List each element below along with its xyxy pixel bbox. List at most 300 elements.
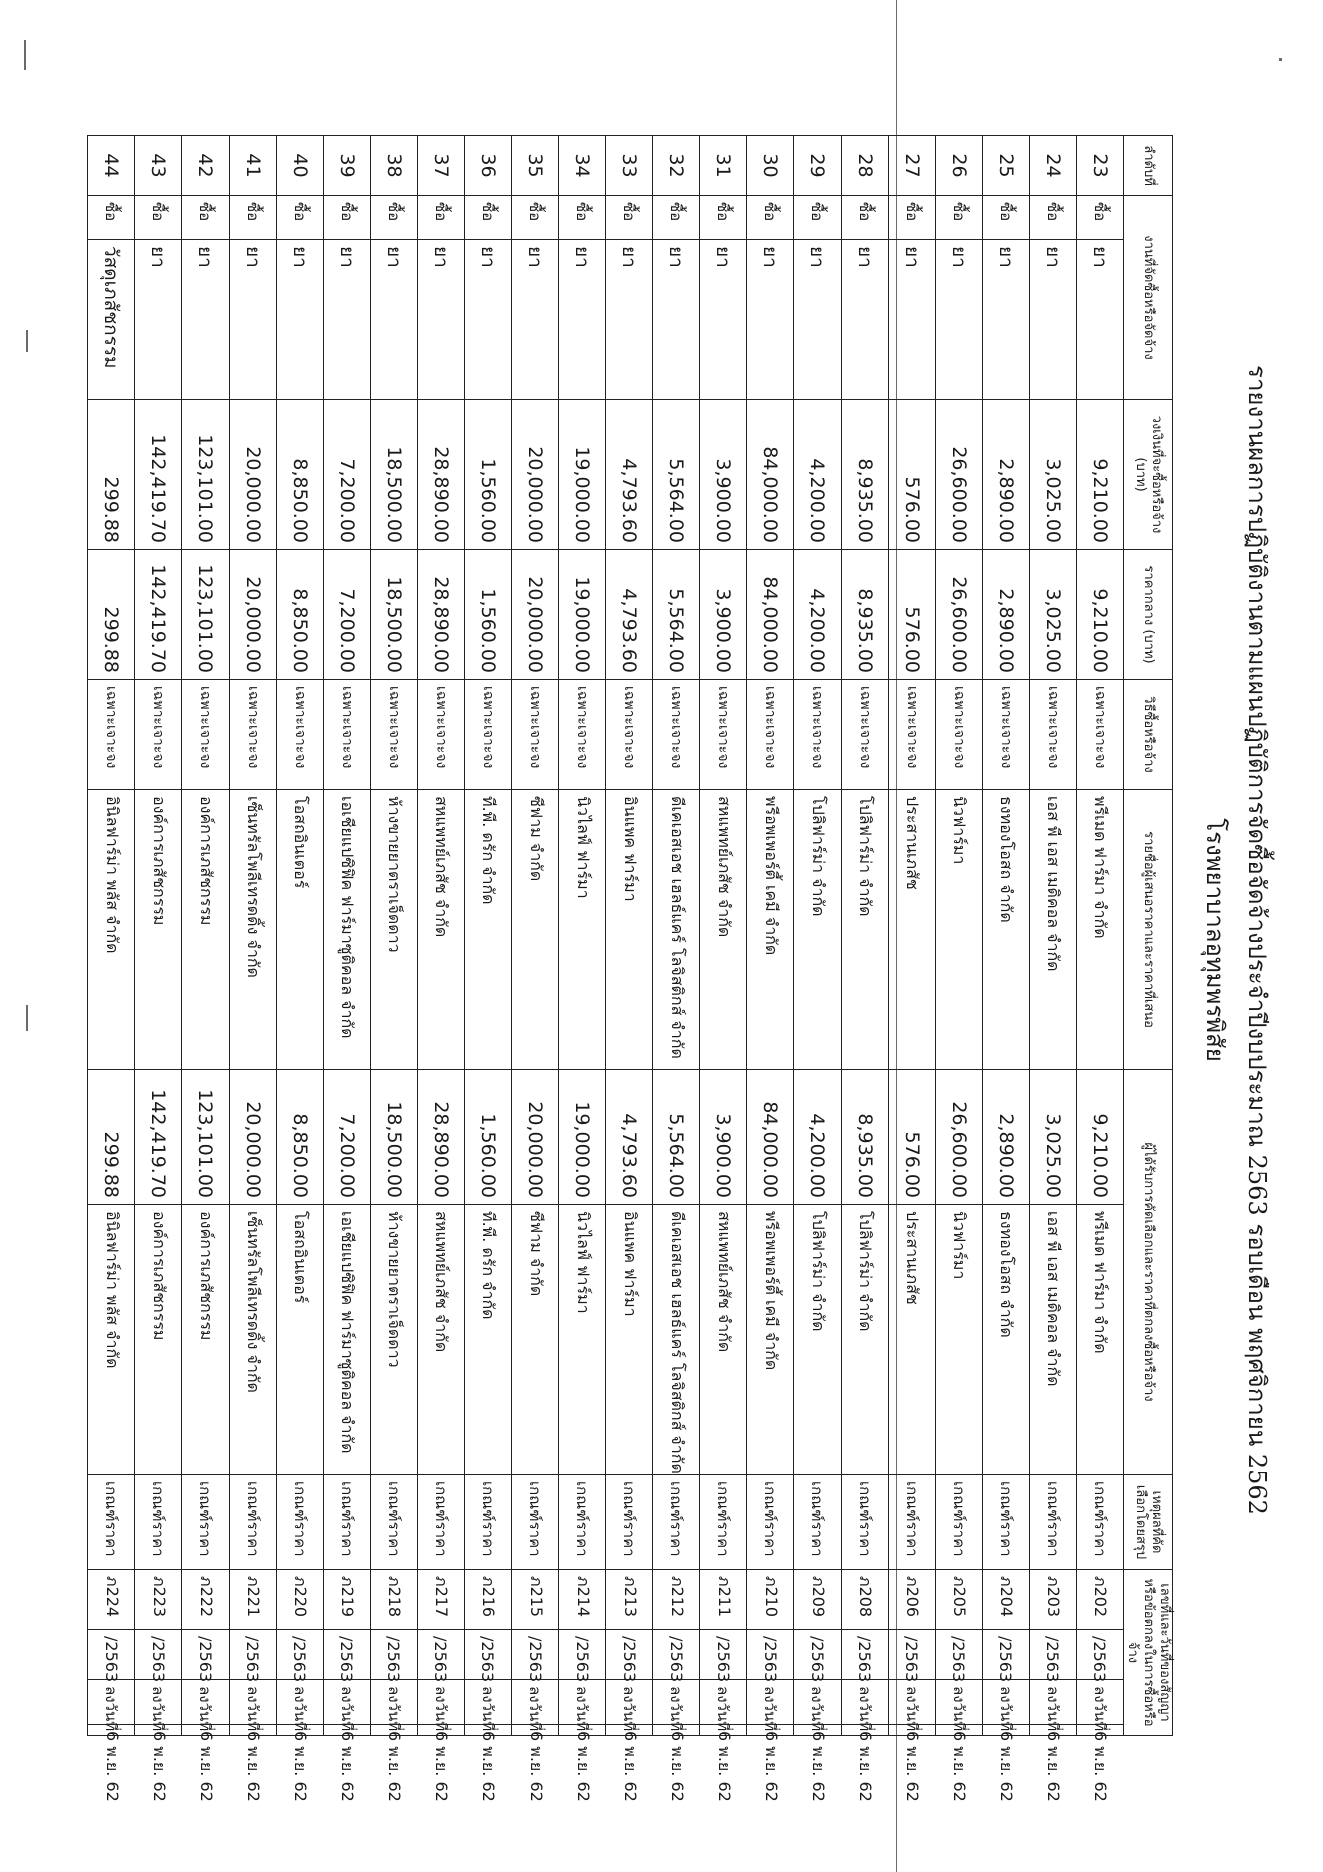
table-row (606, 136, 653, 1736)
selection-reason: เกณฑ์ราคา (464, 1475, 511, 1570)
row-number: 34 (559, 136, 606, 196)
selection-reason: เกณฑ์ราคา (841, 1475, 888, 1570)
procure-method: เฉพาะเจาะจง (559, 680, 606, 790)
header-median: ราคากลาง (บาท) (1124, 550, 1173, 680)
table-row (653, 136, 700, 1736)
item-name: ยา (888, 240, 935, 400)
selection-reason: เกณฑ์ราคา (606, 1475, 653, 1570)
contract-year: /2563 (1076, 1630, 1123, 1680)
selection-reason: เกณฑ์ราคา (1076, 1475, 1123, 1570)
procure-type: ซื้อ (182, 196, 229, 240)
procure-type: ซื้อ (747, 196, 794, 240)
median-price: 2,890.00 (982, 550, 1029, 680)
contract-date-label: ลงวันที่ (559, 1680, 606, 1725)
budget-amount: 8,850.00 (276, 400, 323, 550)
selection-reason: เกณฑ์ราคา (135, 1475, 182, 1570)
selection-reason: เกณฑ์ราคา (276, 1475, 323, 1570)
winner-name: ห้างขายยาตราเจ็ดดาว (370, 1205, 417, 1475)
bid-price: 18,500.00 (370, 1070, 417, 1205)
median-price: 18,500.00 (370, 550, 417, 680)
row-number: 28 (841, 136, 888, 196)
selection-reason: เกณฑ์ราคา (559, 1475, 606, 1570)
procure-type: ซื้อ (1029, 196, 1076, 240)
table-row (935, 136, 982, 1736)
procure-method: เฉพาะเจาะจง (511, 680, 558, 790)
contract-date: 6 พ.ย. 62 (606, 1725, 653, 1736)
contract-date: 6 พ.ย. 62 (464, 1725, 511, 1736)
procure-type: ซื้อ (370, 196, 417, 240)
budget-amount: 3,900.00 (700, 400, 747, 550)
item-name: ยา (464, 240, 511, 400)
selection-reason: เกณฑ์ราคา (935, 1475, 982, 1570)
procure-type: ซื้อ (841, 196, 888, 240)
contract-number: ภ209 (794, 1570, 841, 1630)
bid-price: 84,000.00 (747, 1070, 794, 1205)
contract-year: /2563 (653, 1630, 700, 1680)
bid-price: 3,025.00 (1029, 1070, 1076, 1205)
bidder-name: สหแพทย์เภสัช จำกัด (417, 790, 464, 1070)
contract-number: ภ211 (700, 1570, 747, 1630)
contract-year: /2563 (606, 1630, 653, 1680)
table-row (888, 136, 935, 1736)
median-price: 7,200.00 (323, 550, 370, 680)
winner-name: นิวไลฟ์ ฟาร์มา (559, 1205, 606, 1475)
median-price: 8,850.00 (276, 550, 323, 680)
contract-year: /2563 (841, 1630, 888, 1680)
contract-date-label: ลงวันที่ (182, 1680, 229, 1725)
bidder-name: นิวฟาร์มา (935, 790, 982, 1070)
contract-date-label: ลงวันที่ (229, 1680, 276, 1725)
contract-number: ภ222 (182, 1570, 229, 1630)
budget-amount: 19,000.00 (559, 400, 606, 550)
table-row (841, 136, 888, 1736)
row-number: 27 (888, 136, 935, 196)
contract-date-label: ลงวันที่ (276, 1680, 323, 1725)
table-row (182, 136, 229, 1736)
contract-number: ภ203 (1029, 1570, 1076, 1630)
procure-type: ซื้อ (1076, 196, 1123, 240)
winner-name: ที.พี. ดรัก จำกัด (464, 1205, 511, 1475)
selection-reason: เกณฑ์ราคา (982, 1475, 1029, 1570)
bid-price: 299.88 (88, 1070, 135, 1205)
contract-date-label: ลงวันที่ (888, 1680, 935, 1725)
contract-date-label: ลงวันที่ (135, 1680, 182, 1725)
contract-number: ภ212 (653, 1570, 700, 1630)
bid-price: 123,101.00 (182, 1070, 229, 1205)
bidder-name: โปลิฟาร์ม่า จำกัด (794, 790, 841, 1070)
contract-date: 6 พ.ย. 62 (135, 1725, 182, 1736)
contract-date: 6 พ.ย. 62 (417, 1725, 464, 1736)
budget-amount: 84,000.00 (747, 400, 794, 550)
contract-number: ภ213 (606, 1570, 653, 1630)
procure-method: เฉพาะเจาะจง (653, 680, 700, 790)
procure-type: ซื้อ (794, 196, 841, 240)
table-row (700, 136, 747, 1736)
winner-name: อินิลฟาร์ม่า พลัส จำกัด (88, 1205, 135, 1475)
contract-date: 6 พ.ย. 62 (841, 1725, 888, 1736)
budget-amount: 8,935.00 (841, 400, 888, 550)
contract-date-label: ลงวันที่ (323, 1680, 370, 1725)
contract-date-label: ลงวันที่ (606, 1680, 653, 1725)
contract-date-label: ลงวันที่ (935, 1680, 982, 1725)
item-name: ยา (559, 240, 606, 400)
item-name: ยา (323, 240, 370, 400)
contract-number: ภ214 (559, 1570, 606, 1630)
contract-year: /2563 (88, 1630, 135, 1680)
median-price: 9,210.00 (1076, 550, 1123, 680)
table-row (559, 136, 606, 1736)
contract-year: /2563 (935, 1630, 982, 1680)
median-price: 28,890.00 (417, 550, 464, 680)
contract-date-label: ลงวันที่ (982, 1680, 1029, 1725)
table-row (464, 136, 511, 1736)
budget-amount: 576.00 (888, 400, 935, 550)
procure-method: เฉพาะเจาะจง (229, 680, 276, 790)
selection-reason: เกณฑ์ราคา (511, 1475, 558, 1570)
selection-reason: เกณฑ์ราคา (794, 1475, 841, 1570)
budget-amount: 28,890.00 (417, 400, 464, 550)
budget-amount: 123,101.00 (182, 400, 229, 550)
median-price: 576.00 (888, 550, 935, 680)
contract-date: 6 พ.ย. 62 (888, 1725, 935, 1736)
budget-amount: 4,793.60 (606, 400, 653, 550)
winner-name: เอเชียแปซิฟิค ฟาร์มาซูติคอล จำกัด (323, 1205, 370, 1475)
bid-price: 26,600.00 (935, 1070, 982, 1205)
bidder-name: ประสานเภสัช (888, 790, 935, 1070)
bidder-name: นิวไลฟ์ ฟาร์มา (559, 790, 606, 1070)
selection-reason: เกณฑ์ราคา (417, 1475, 464, 1570)
bid-price: 9,210.00 (1076, 1070, 1123, 1205)
procure-method: เฉพาะเจาะจง (935, 680, 982, 790)
contract-number: ภ206 (888, 1570, 935, 1630)
winner-name: เซ็นทรัลโพลีเทรดดิ้ง จำกัด (229, 1205, 276, 1475)
bid-price: 8,850.00 (276, 1070, 323, 1205)
budget-amount: 20,000.00 (511, 400, 558, 550)
bid-price: 4,200.00 (794, 1070, 841, 1205)
median-price: 123,101.00 (182, 550, 229, 680)
winner-name: ดีเคเอสเอช เฮลธ์แคร์ โลจิสติกส์ จำกัด (653, 1205, 700, 1475)
table-row (323, 136, 370, 1736)
bidder-name: ห้างขายยาตราเจ็ดดาว (370, 790, 417, 1070)
selection-reason: เกณฑ์ราคา (700, 1475, 747, 1570)
table-row (1029, 136, 1076, 1736)
bid-price: 3,900.00 (700, 1070, 747, 1205)
winner-name: เอส พี เอส เมดิคอล จำกัด (1029, 1205, 1076, 1475)
item-name: ยา (182, 240, 229, 400)
item-name: ยา (700, 240, 747, 400)
row-number: 30 (747, 136, 794, 196)
contract-number: ภ205 (935, 1570, 982, 1630)
selection-reason: เกณฑ์ราคา (888, 1475, 935, 1570)
bid-price: 576.00 (888, 1070, 935, 1205)
row-number: 41 (229, 136, 276, 196)
procure-type: ซื้อ (229, 196, 276, 240)
winner-name: สหแพทย์เภสัช จำกัด (700, 1205, 747, 1475)
contract-number: ภ208 (841, 1570, 888, 1630)
procure-type: ซื้อ (464, 196, 511, 240)
contract-date-label: ลงวันที่ (511, 1680, 558, 1725)
bidder-name: ดีเคเอสเอช เฮลธ์แคร์ โลจิสติกส์ จำกัด (653, 790, 700, 1070)
procure-type: ซื้อ (559, 196, 606, 240)
median-price: 1,560.00 (464, 550, 511, 680)
contract-number: ภ216 (464, 1570, 511, 1630)
row-number: 42 (182, 136, 229, 196)
header-method: วิธีซื้อหรือจ้าง (1124, 680, 1173, 790)
bidder-name: โอสถอินเตอร์ (276, 790, 323, 1070)
procure-method: เฉพาะเจาะจง (888, 680, 935, 790)
winner-name: ซีฟาม จำกัด (511, 1205, 558, 1475)
winner-name: นิวฟาร์มา (935, 1205, 982, 1475)
procure-method: เฉพาะเจาะจง (370, 680, 417, 790)
procure-type: ซื้อ (935, 196, 982, 240)
bid-price: 28,890.00 (417, 1070, 464, 1205)
row-number: 29 (794, 136, 841, 196)
item-name: ยา (370, 240, 417, 400)
procure-type: ซื้อ (511, 196, 558, 240)
median-price: 8,935.00 (841, 550, 888, 680)
median-price: 84,000.00 (747, 550, 794, 680)
row-number: 40 (276, 136, 323, 196)
contract-date: 6 พ.ย. 62 (794, 1725, 841, 1736)
bidder-name: ที.พี. ดรัก จำกัด (464, 790, 511, 1070)
bidder-name: เซ็นทรัลโพลีเทรดดิ้ง จำกัด (229, 790, 276, 1070)
bid-price: 19,000.00 (559, 1070, 606, 1205)
contract-number: ภ215 (511, 1570, 558, 1630)
budget-amount: 5,564.00 (653, 400, 700, 550)
contract-year: /2563 (417, 1630, 464, 1680)
contract-date-label: ลงวันที่ (417, 1680, 464, 1725)
contract-date-label: ลงวันที่ (88, 1680, 135, 1725)
contract-date-label: ลงวันที่ (747, 1680, 794, 1725)
contract-date: 6 พ.ย. 62 (511, 1725, 558, 1736)
bidder-name: องค์การเภสัชกรรม (182, 790, 229, 1070)
contract-date: 6 พ.ย. 62 (1029, 1725, 1076, 1736)
winner-name: ประสานเภสัช (888, 1205, 935, 1475)
contract-year: /2563 (1029, 1630, 1076, 1680)
bidder-name: เอเชียแปซิฟิค ฟาร์มาซูติคอล จำกัด (323, 790, 370, 1070)
procure-type: ซื้อ (276, 196, 323, 240)
contract-date: 6 พ.ย. 62 (229, 1725, 276, 1736)
contract-number: ภ223 (135, 1570, 182, 1630)
contract-date-label: ลงวันที่ (653, 1680, 700, 1725)
selection-reason: เกณฑ์ราคา (88, 1475, 135, 1570)
procurement-table (87, 135, 1173, 1802)
bidder-name: เอส พี เอส เมดิคอล จำกัด (1029, 790, 1076, 1070)
row-number: 25 (982, 136, 1029, 196)
table-row (88, 136, 135, 1736)
contract-date-label: ลงวันที่ (464, 1680, 511, 1725)
header-item: งานที่จัดซื้อหรือจัดจ้าง (1124, 196, 1173, 400)
selection-reason: เกณฑ์ราคา (1029, 1475, 1076, 1570)
contract-number: ภ202 (1076, 1570, 1123, 1630)
contract-date: 6 พ.ย. 62 (370, 1725, 417, 1736)
bid-price: 142,419.70 (135, 1070, 182, 1205)
selection-reason: เกณฑ์ราคา (370, 1475, 417, 1570)
header-winner: ผู้ได้รับการคัดเลือกและราคาที่ตกลงซื้อหรือจ้าง (1124, 1070, 1173, 1475)
contract-date: 6 พ.ย. 62 (700, 1725, 747, 1736)
row-number: 43 (135, 136, 182, 196)
contract-year: /2563 (323, 1630, 370, 1680)
procure-type: ซื้อ (88, 196, 135, 240)
contract-date-label: ลงวันที่ (794, 1680, 841, 1725)
winner-name: อินแพค ฟาร์มา (606, 1205, 653, 1475)
budget-amount: 20,000.00 (229, 400, 276, 550)
procure-method: เฉพาะเจาะจง (323, 680, 370, 790)
bid-price: 20,000.00 (511, 1070, 558, 1205)
contract-date: 6 พ.ย. 62 (276, 1725, 323, 1736)
procure-method: เฉพาะเจาะจง (700, 680, 747, 790)
contract-year: /2563 (747, 1630, 794, 1680)
winner-name: สหแพทย์เภสัช จำกัด (417, 1205, 464, 1475)
winner-name: โปลิฟาร์ม่า จำกัด (794, 1205, 841, 1475)
winner-name: องค์การเภสัชกรรม (135, 1205, 182, 1475)
hospital-name: โรงพยาบาลอุทุมพรพิสัย (1201, 818, 1229, 1062)
bidder-name: สหแพทย์เภสัช จำกัด (700, 790, 747, 1070)
header-contract: เลขที่และวันที่ของสัญญาหรือข้อตกลงในการซื้อหรือจ้าง (1124, 1570, 1173, 1736)
row-number: 37 (417, 136, 464, 196)
contract-date: 6 พ.ย. 62 (182, 1725, 229, 1736)
row-number: 36 (464, 136, 511, 196)
procure-method: เฉพาะเจาะจง (135, 680, 182, 790)
bidder-name: พรีอพเพอร์ตี้ เคมี จำกัด (747, 790, 794, 1070)
bidder-name: โปลิฟาร์ม่า จำกัด (841, 790, 888, 1070)
budget-amount: 2,890.00 (982, 400, 1029, 550)
contract-year: /2563 (794, 1630, 841, 1680)
median-price: 19,000.00 (559, 550, 606, 680)
bid-price: 1,560.00 (464, 1070, 511, 1205)
row-number: 33 (606, 136, 653, 196)
contract-number: ภ217 (417, 1570, 464, 1630)
contract-number: ภ224 (88, 1570, 135, 1630)
item-name: ยา (1076, 240, 1123, 400)
contract-date: 6 พ.ย. 62 (323, 1725, 370, 1736)
item-name: ยา (276, 240, 323, 400)
bid-price: 2,890.00 (982, 1070, 1029, 1205)
contract-date: 6 พ.ย. 62 (88, 1725, 135, 1736)
median-price: 4,200.00 (794, 550, 841, 680)
bid-price: 20,000.00 (229, 1070, 276, 1205)
winner-name: องค์การเภสัชกรรม (182, 1205, 229, 1475)
bidder-name: องค์การเภสัชกรรม (135, 790, 182, 1070)
contract-date-label: ลงวันที่ (370, 1680, 417, 1725)
item-name: ยา (229, 240, 276, 400)
contract-number: ภ220 (276, 1570, 323, 1630)
procure-method: เฉพาะเจาะจง (182, 680, 229, 790)
bid-price: 7,200.00 (323, 1070, 370, 1205)
median-price: 26,600.00 (935, 550, 982, 680)
procure-method: เฉพาะเจาะจง (606, 680, 653, 790)
procure-method: เฉพาะเจาะจง (841, 680, 888, 790)
bidder-name: ซีฟาม จำกัด (511, 790, 558, 1070)
procure-method: เฉพาะเจาะจง (1076, 680, 1123, 790)
table-row (1076, 136, 1123, 1736)
median-price: 5,564.00 (653, 550, 700, 680)
winner-name: พรีอพเพอร์ตี้ เคมี จำกัด (747, 1205, 794, 1475)
bidder-name: อินแพค ฟาร์มา (606, 790, 653, 1070)
item-name: ยา (982, 240, 1029, 400)
table-row (747, 136, 794, 1736)
table-row (794, 136, 841, 1736)
bidder-name: ธงทองโอสถ จำกัด (982, 790, 1029, 1070)
selection-reason: เกณฑ์ราคา (323, 1475, 370, 1570)
budget-amount: 299.88 (88, 400, 135, 550)
table-row (982, 136, 1029, 1736)
winner-name: ธงทองโอสถ จำกัด (982, 1205, 1029, 1475)
procure-type: ซื้อ (323, 196, 370, 240)
procure-method: เฉพาะเจาะจง (88, 680, 135, 790)
median-price: 3,900.00 (700, 550, 747, 680)
bidder-name: อินิลฟาร์ม่า พลัส จำกัด (88, 790, 135, 1070)
procure-method: เฉพาะเจาะจง (747, 680, 794, 790)
header-budget: วงเงินที่จะซื้อหรือจ้าง (บาท) (1124, 400, 1173, 550)
row-number: 39 (323, 136, 370, 196)
procure-type: ซื้อ (653, 196, 700, 240)
item-name: ยา (841, 240, 888, 400)
row-number: 26 (935, 136, 982, 196)
contract-date: 6 พ.ย. 62 (935, 1725, 982, 1736)
contract-number: ภ219 (323, 1570, 370, 1630)
budget-amount: 7,200.00 (323, 400, 370, 550)
bidder-name: พรีเมด ฟาร์มา จำกัด (1076, 790, 1123, 1070)
row-number: 23 (1076, 136, 1123, 196)
budget-amount: 9,210.00 (1076, 400, 1123, 550)
median-price: 20,000.00 (229, 550, 276, 680)
median-price: 299.88 (88, 550, 135, 680)
item-name: ยา (794, 240, 841, 400)
report-title: รายงานผลการปฏิบัติงานตามแผนปฏิบัติการจัดซื้อจัดจ้างประจำปีงบประมาณ 2563 รอบเดือน พฤศจิกายน 2562 (1243, 365, 1271, 1515)
procure-type: ซื้อ (888, 196, 935, 240)
contract-year: /2563 (559, 1630, 606, 1680)
budget-amount: 26,600.00 (935, 400, 982, 550)
selection-reason: เกณฑ์ราคา (653, 1475, 700, 1570)
median-price: 4,793.60 (606, 550, 653, 680)
bid-price: 8,935.00 (841, 1070, 888, 1205)
contract-year: /2563 (276, 1630, 323, 1680)
budget-amount: 142,419.70 (135, 400, 182, 550)
contract-year: /2563 (700, 1630, 747, 1680)
item-name: ยา (747, 240, 794, 400)
contract-year: /2563 (511, 1630, 558, 1680)
contract-date: 6 พ.ย. 62 (653, 1725, 700, 1736)
procure-type: ซื้อ (982, 196, 1029, 240)
contract-date: 6 พ.ย. 62 (1076, 1725, 1123, 1736)
row-number: 24 (1029, 136, 1076, 196)
item-name: ยา (653, 240, 700, 400)
contract-date: 6 พ.ย. 62 (559, 1725, 606, 1736)
procure-method: เฉพาะเจาะจง (1029, 680, 1076, 790)
contract-date-label: ลงวันที่ (700, 1680, 747, 1725)
bid-price: 5,564.00 (653, 1070, 700, 1205)
selection-reason: เกณฑ์ราคา (747, 1475, 794, 1570)
median-price: 20,000.00 (511, 550, 558, 680)
table-row (229, 136, 276, 1736)
procure-type: ซื้อ (135, 196, 182, 240)
contract-date-label: ลงวันที่ (1029, 1680, 1076, 1725)
contract-year: /2563 (982, 1630, 1029, 1680)
table-row (417, 136, 464, 1736)
table-row (276, 136, 323, 1736)
contract-number: ภ221 (229, 1570, 276, 1630)
table-row (511, 136, 558, 1736)
contract-number: ภ204 (982, 1570, 1029, 1630)
contract-year: /2563 (464, 1630, 511, 1680)
contract-number: ภ210 (747, 1570, 794, 1630)
contract-year: /2563 (182, 1630, 229, 1680)
contract-date: 6 พ.ย. 62 (747, 1725, 794, 1736)
item-name: ยา (606, 240, 653, 400)
item-name: ยา (417, 240, 464, 400)
procure-type: ซื้อ (606, 196, 653, 240)
